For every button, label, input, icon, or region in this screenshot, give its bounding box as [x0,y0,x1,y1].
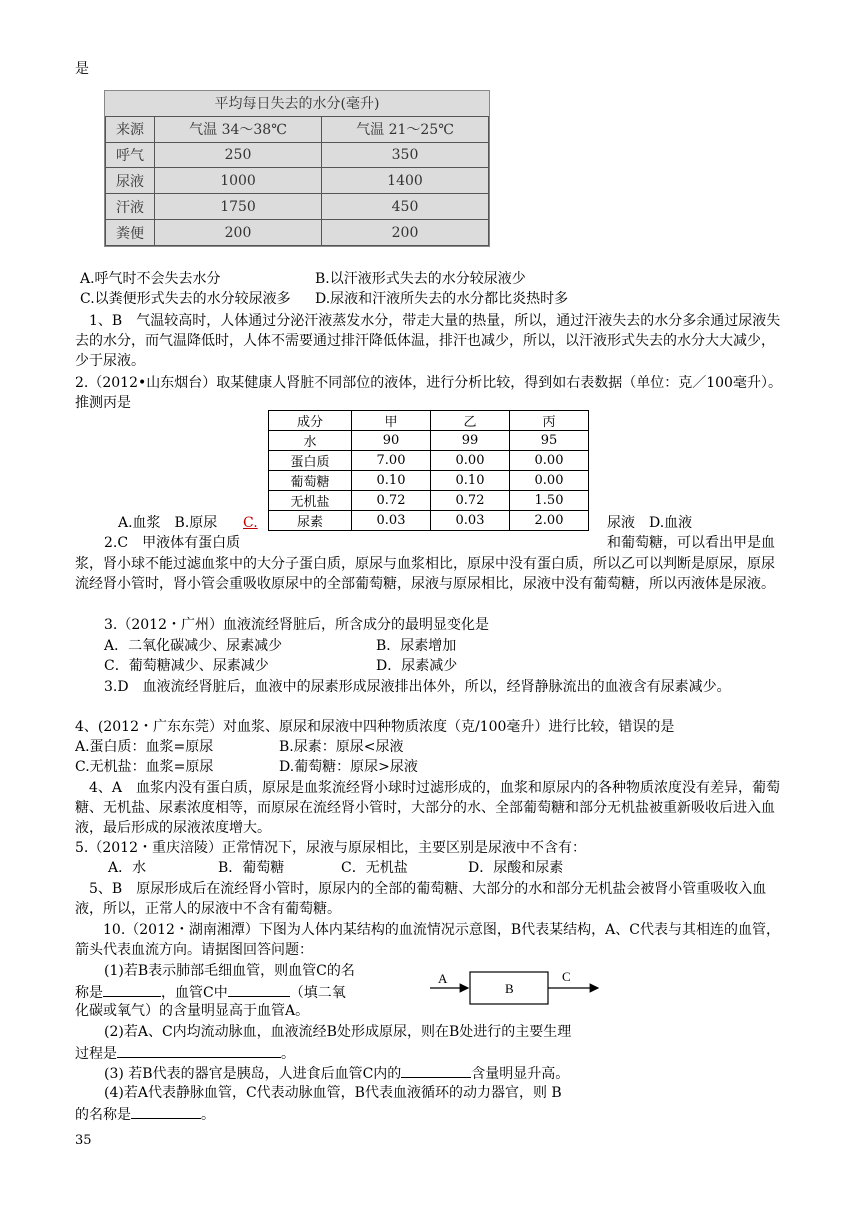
blood-flow-diagram [428,966,608,1010]
cell: 0.10 [352,471,431,491]
table-row [106,168,489,194]
q4-option-d: D.葡萄糖：原尿>尿液 [279,759,418,775]
q5-option-c: C．无机盐 [341,860,408,876]
q5-answer: 5、B 原尿形成后在流经肾小管时，原尿内的全部的葡萄糖、大部分的水和部分无机盐会被肾小管重吸收入血液，所以，正常人的尿液中不含有葡萄糖。 [75,881,767,917]
q4-answer: 4、A 血浆内没有蛋白质，原尿是血浆流经肾小球时过滤形成的，血浆和原尿内的各种物质浓度没有差异，葡萄糖、无机盐、尿素浓度相等，而原尿在流经肾小管时，大部分的水、全部葡萄糖和部分无机盐被重新吸收后进入血液，最后形成的尿液浓度增大。 [75,780,781,836]
q3-option-a: A．二氧化碳减少、尿素减少 [104,638,283,654]
cell: 2.00 [510,511,589,531]
answer-blank-organ[interactable] [131,1104,201,1119]
cell: 250 [155,142,322,168]
q10-text: 的名称是 [75,1107,131,1123]
cell: 200 [155,220,322,246]
label-a: A [438,971,448,986]
q10-text: 。 [281,1046,295,1062]
table-row [269,451,589,471]
cell: 95 [510,431,589,451]
q2-answer-rest: 浆，肾小球不能过滤血浆中的大分子蛋白质，原尿与血浆相比，原尿中没有蛋白质，所以乙可以判断是原尿，原尿流经肾小管时，肾小管会重吸收原尿中的全部葡萄糖，尿液与原尿相比，尿液中没有葡萄糖，所以丙液体是尿液。 [75,556,775,592]
table-header: 甲 [352,411,431,431]
table-header: 成分 [269,411,352,431]
q5-option-b: B．葡萄糖 [218,860,285,876]
q4-stem: 4、(2012・广东东莞）对血浆、原尿和尿液中四种物质浓度（克/100毫升）进行比较，错误的是 [75,719,675,735]
water-table-title: 平均每日失去的水分(毫升) [106,91,489,116]
answer-blank-gas[interactable] [228,982,290,997]
q10-text: 称是 [75,985,103,1001]
q10-text: 过程是 [75,1046,117,1062]
q10-part3 [104,1063,569,1083]
cell: 尿素 [269,511,352,531]
cell: 汗液 [106,194,155,220]
cell: 0.00 [431,451,510,471]
cell: 0.00 [510,471,589,491]
cell: 200 [322,220,489,246]
q10-part1-line1: (1)若B表示肺部毛细血管，则血管C的名 [104,963,355,979]
q1-option-b: B.以汗液形式失去的水分较尿液少 [315,271,526,287]
q3-answer: 3.D 血液流经肾脏后，血液中的尿素形成尿液排出体外，所以，经肾静脉流出的血液含有尿素减少。 [104,679,731,695]
q10-part2-line1: (2)若A、C内均流动脉血，血液流经B处形成原尿，则在B处进行的主要生理 [104,1024,572,1040]
q10-stem: 10.（2012・湖南湘潭）下图为人体内某结构的血流情况示意图，B代表某结构，A、C代表与其相连的血管，箭头代表血流方向。请据图回答问题： [75,922,781,958]
cell: 呼气 [106,142,155,168]
q3-option-c: C．葡萄糖减少、尿素减少 [104,658,269,674]
water-loss-table-image [104,90,490,247]
q10-part4-line1: (4)若A代表静脉血管，C代表动脉血管，B代表血液循环的动力器官，则 B [104,1085,562,1101]
q10-text: 含量明显升高。 [471,1066,570,1082]
table-row [106,142,489,168]
q2-answer-start: 2.C 甲液体有蛋白质 [104,535,241,551]
q2-answer-right: 和葡萄糖，可以看出甲是血 [607,535,775,551]
q5-stem: 5.（2012・重庆涪陵）正常情况下，尿液与原尿相比，主要区别是尿液中不含有： [75,840,586,856]
q10-part1-line2 [75,982,346,1002]
cell: 蛋白质 [269,451,352,471]
q10-text: （填二氧 [289,985,346,1001]
q10-text: ，血管C中 [161,985,228,1001]
cell: 7.00 [352,451,431,471]
q3-stem: 3.（2012・广州）血液流经肾脏后，所含成分的最明显变化是 [104,617,489,633]
page-number: 35 [75,1133,92,1148]
q3-option-d: D．尿素减少 [376,658,458,674]
q1-option-c: C.以粪便形式失去的水分较尿液多 [80,291,291,307]
q2-options-left: A.血浆 B.原尿 [118,515,218,531]
cell: 粪便 [106,220,155,246]
cell: 0.03 [352,511,431,531]
cell: 1400 [322,168,489,194]
cell: 0.03 [431,511,510,531]
table-row [269,431,589,451]
q2-stem: 2.（2012•山东烟台）取某健康人肾脏不同部位的液体，进行分析比较，得到如右表数据（单位：克／100毫升）。推测丙是 [75,375,782,411]
top-word: 是 [75,61,89,77]
cell: 1.50 [510,491,589,511]
table-header: 乙 [431,411,510,431]
cell: 0.72 [431,491,510,511]
table-row [269,511,589,531]
q2-data-table [268,410,589,531]
water-header: 气温 34～38℃ [155,116,322,142]
table-row [106,220,489,246]
q10-text: 。 [201,1107,215,1123]
cell: 0.10 [431,471,510,491]
q2-option-c-marked: C. [243,515,258,531]
cell: 99 [431,431,510,451]
cell: 1000 [155,168,322,194]
q2-options-right: 尿液 D.血液 [607,515,693,531]
cell: 葡萄糖 [269,471,352,491]
cell: 水 [269,431,352,451]
answer-blank-substance[interactable] [401,1063,471,1078]
q4-option-b: B.尿素：原尿<尿液 [279,739,404,755]
q10-part1-line3: 化碳或氧气）的含量明显高于血管A。 [75,1003,310,1019]
cell: 90 [352,431,431,451]
table-row [269,471,589,491]
cell: 0.00 [510,451,589,471]
q1-option-d: D.尿液和汗液所失去的水分都比炎热时多 [315,291,569,307]
q1-answer: 1、B 气温较高时，人体通过分泌汗液蒸发水分，带走大量的热量，所以，通过汗液失去的水分多余通过尿液失去的水分，而气温降低时，人体不需要通过排汗降低体温，排汗也减少，所以，以汗液形式失去的水分大大减少，少于尿液。 [75,313,781,369]
label-c: C [562,969,571,984]
q1-option-a: A.呼气时不会失去水分 [80,271,221,287]
answer-blank-vessel-c[interactable] [103,982,161,997]
table-row [106,194,489,220]
answer-blank-process[interactable] [117,1043,281,1058]
q5-option-a: A．水 [108,860,147,876]
q10-text: (3) 若B代表的器官是胰岛，人进食后血管C内的 [104,1066,402,1082]
cell: 450 [322,194,489,220]
cell: 0.72 [352,491,431,511]
q4-option-a: A.蛋白质：血浆=原尿 [75,739,214,755]
q10-part2-line2 [75,1043,295,1063]
cell: 350 [322,142,489,168]
q4-option-c: C.无机盐：血浆=原尿 [75,759,214,775]
cell: 1750 [155,194,322,220]
cell: 尿液 [106,168,155,194]
q5-option-d: D．尿酸和尿素 [468,860,564,876]
water-header: 气温 21～25℃ [322,116,489,142]
q10-part4-line2 [75,1104,215,1124]
table-header: 丙 [510,411,589,431]
cell: 无机盐 [269,491,352,511]
table-row [269,491,589,511]
water-header: 来源 [106,116,155,142]
label-b: B [505,981,514,996]
q3-option-b: B．尿素增加 [376,638,457,654]
